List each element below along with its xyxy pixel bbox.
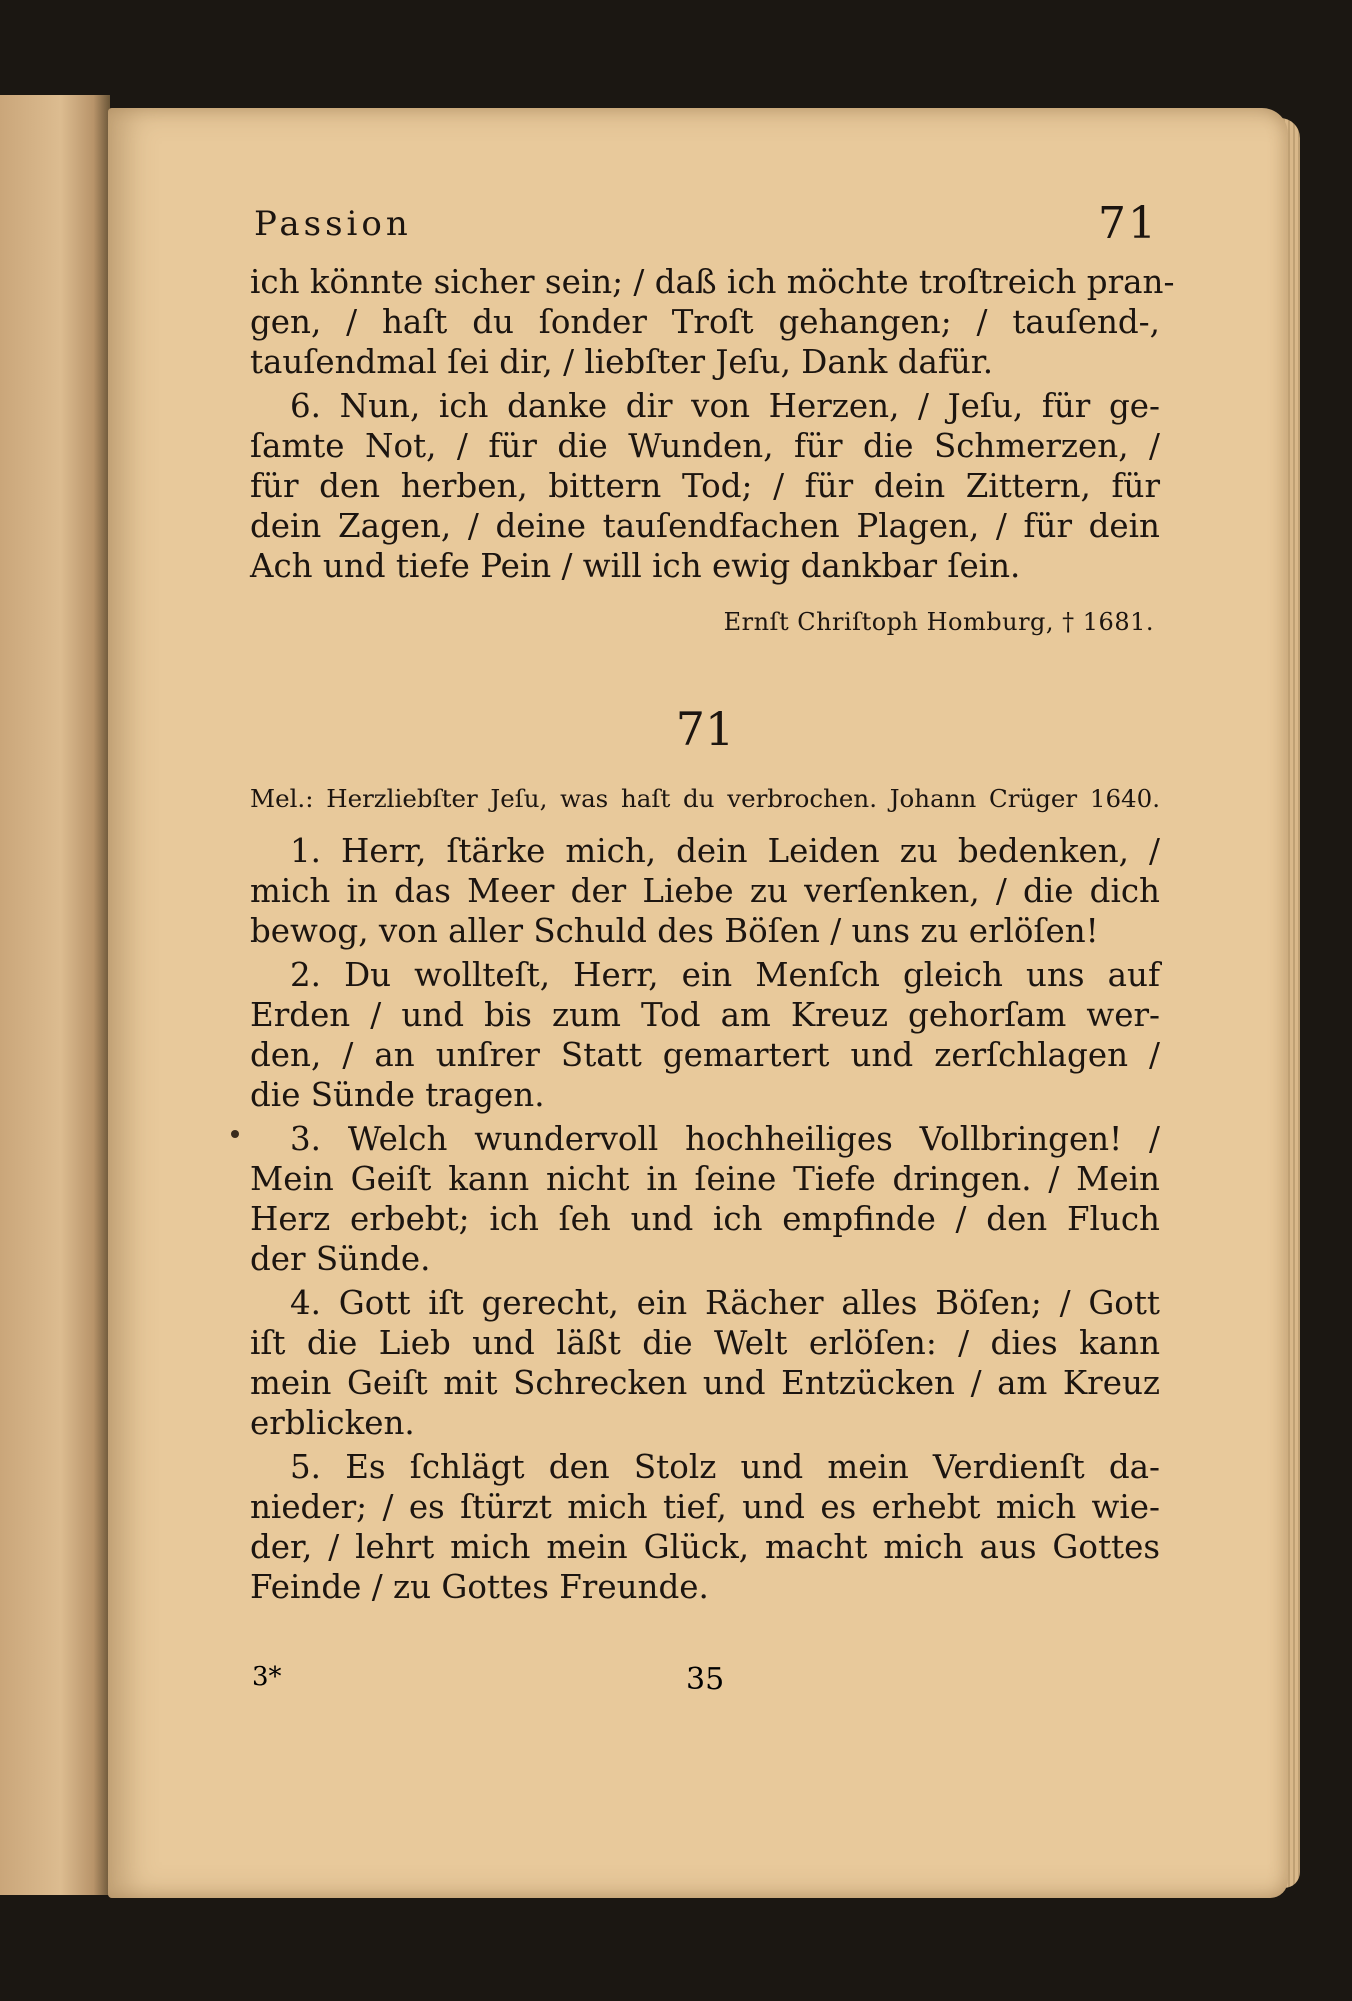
- stanza-3: [250, 1119, 1160, 1279]
- text-line: der Sünde.: [250, 1240, 431, 1278]
- text-line: bewog, von aller Schuld des Böſen / uns zu erlöſen!: [250, 912, 1099, 950]
- text-line: Ach und tiefe Pein / will ich ewig dankbar ſein.: [250, 547, 1021, 585]
- text-line: Mein Geiſt kann nicht in ſeine Tiefe dringen. / Mein: [250, 1160, 1160, 1198]
- text-line: 1. Herr, ſtärke mich, dein Leiden zu bedenken, /: [290, 832, 1160, 870]
- stanza-5: [250, 1447, 1160, 1607]
- stanza-6: [250, 386, 1160, 586]
- stanza-2: [250, 955, 1160, 1115]
- page-number: 71: [1098, 198, 1158, 249]
- text-line: 5. Es ſchlägt den Stolz und mein Verdienſt da-: [290, 1448, 1160, 1486]
- text-line: Feinde / zu Gottes Freunde.: [250, 1568, 709, 1606]
- text-line: 6. Nun, ich danke dir von Herzen, / Jeſu, für ge-: [290, 387, 1160, 425]
- text-line: den, / an unſrer Statt gemartert und zerſchlagen /: [250, 1036, 1160, 1074]
- running-head: [250, 198, 1160, 262]
- text-line: 3. Welch wundervoll hochheiliges Vollbringen! /: [290, 1120, 1160, 1158]
- page-footer: [250, 1662, 1160, 1702]
- printed-page-number: 35: [686, 1662, 725, 1697]
- section-title: Passion: [254, 204, 412, 244]
- text-line: für den herben, bittern Tod; / für dein Zittern, für: [250, 467, 1160, 505]
- text-line: nieder; / es ſtürzt mich tief, und es erhebt mich wie-: [250, 1488, 1160, 1526]
- melody-line: Mel.: Herzliebſter Jeſu, was haſt du verbrochen. Johann Crüger 1640.: [250, 784, 1160, 813]
- text-line: iſt die Lieb und läßt die Welt erlöſen: / dies kann: [250, 1324, 1160, 1362]
- text-line: 2. Du wollteſt, Herr, ein Menſch gleich uns auf: [290, 956, 1160, 994]
- text-line: mich in das Meer der Liebe zu verſenken, / die dich: [250, 872, 1160, 910]
- text-line: Herz erbebt; ich ſeh und ich empfinde / den Fluch: [250, 1200, 1160, 1238]
- text-line: tauſendmal ſei dir, / liebſter Jeſu, Dank dafür.: [250, 343, 994, 381]
- stanza-1: [250, 831, 1160, 951]
- hymn-attribution: Ernſt Chriſtoph Homburg, † 1681.: [723, 608, 1154, 636]
- text-line: ich könnte sicher sein; / daß ich möchte troſtreich pran-: [250, 263, 1175, 301]
- text-line: 4. Gott iſt gerecht, ein Rächer alles Böſen; / Gott: [290, 1284, 1160, 1322]
- text-line: die Sünde tragen.: [250, 1076, 545, 1114]
- previous-hymn-ending: [250, 262, 1175, 382]
- page-content: [250, 198, 1175, 1607]
- stanza-4: [250, 1283, 1160, 1443]
- hymn-number: 71: [675, 702, 735, 756]
- text-line: erblicken.: [250, 1404, 415, 1442]
- signature-mark: 3*: [252, 1662, 282, 1692]
- ink-speck: [231, 1130, 239, 1138]
- text-line: Erden / und bis zum Tod am Kreuz gehorſam wer-: [250, 996, 1160, 1034]
- text-line: gen, / haſt du ſonder Troſt gehangen; / tauſend-,: [250, 303, 1160, 341]
- text-line: dein Zagen, / deine tauſendfachen Plagen, / für dein: [250, 507, 1160, 545]
- text-line: der, / lehrt mich mein Glück, macht mich aus Gottes: [250, 1528, 1160, 1566]
- text-line: ſamte Not, / für die Wunden, für die Schmerzen, /: [250, 427, 1160, 465]
- left-page-edge: [0, 95, 110, 1895]
- text-line: mein Geiſt mit Schrecken und Entzücken / am Kreuz: [250, 1364, 1160, 1402]
